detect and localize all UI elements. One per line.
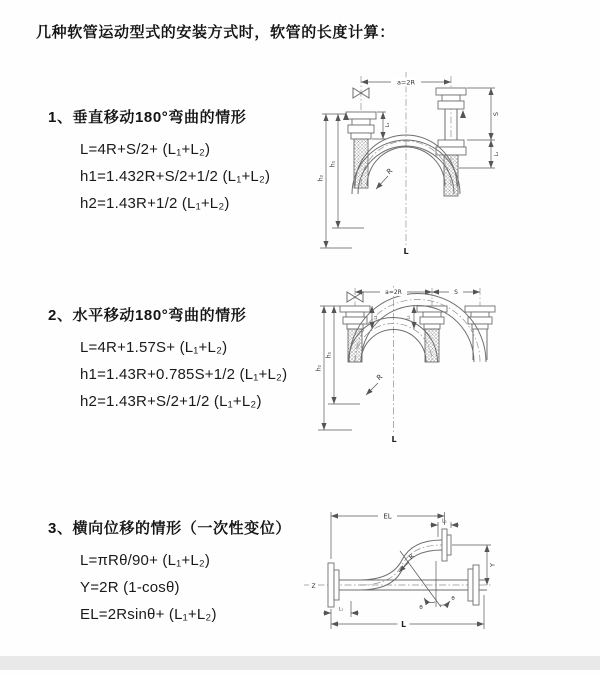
dim-label-l1-mid: L₁ (406, 315, 412, 320)
section-3-heading: 3、横向位移的情形（一次性变位） (48, 520, 291, 537)
length-label: L (403, 247, 409, 256)
angle-label-theta: θ (451, 596, 455, 602)
datum-label-z: Z (311, 582, 316, 590)
page-bottom-edge (0, 656, 600, 670)
section-1-heading: 1、垂直移动180°弯曲的情形 (48, 109, 247, 126)
section-3-formula-EL: EL=2Rsinθ+ (L₁+L₂) (80, 606, 217, 623)
dim-label-s: S (492, 111, 500, 117)
dim-label-l1-right: L₁ (494, 151, 500, 157)
section-3 (48, 519, 291, 628)
length-label: L (401, 620, 406, 629)
hose-drawing (340, 292, 495, 362)
diagram-horizontal-move-bend (310, 282, 510, 447)
section-1-formula-h1: h1=1.432R+S/2+1/2 (L₁+L₂) (80, 168, 271, 185)
dim-label-l1-left: L₁ (374, 315, 379, 320)
section-2-formula-L: L=4R+1.57S+ (L₁+L₂) (80, 339, 228, 356)
dim-label-y: Y (488, 563, 497, 567)
section-3-formula-Y: Y=2R (1-cosθ) (80, 579, 180, 596)
length-label: L (391, 435, 397, 444)
diagram-lateral-displacement (300, 503, 500, 653)
section-1-formula-L: L=4R+S/2+ (L₁+L₂) (80, 141, 211, 158)
dim-label-h2: h₂ (315, 364, 323, 372)
hose-drawing (343, 88, 466, 196)
radius-label: R (375, 372, 385, 383)
dim-label-el: EL (383, 512, 392, 521)
diagram-vertical-move-bend (306, 68, 511, 256)
radius-label: R (407, 552, 417, 562)
section-3-formula-L: L=πRθ/90+ (L₁+L₂) (80, 552, 211, 569)
dim-label-l1-bottom: L₁ (338, 607, 344, 613)
dim-label-l1-top: L₁ (442, 518, 447, 525)
section-2 (48, 306, 287, 415)
section-2-heading: 2、水平移动180°弯曲的情形 (48, 307, 247, 324)
section-1 (48, 108, 270, 217)
dim-label-a2r: a=2R (385, 289, 402, 297)
dim-label-h1: h₁ (325, 351, 333, 359)
dimension-lines (318, 78, 501, 257)
page-title: 几种软管运动型式的安装方式时，软管的长度计算： (36, 24, 395, 41)
dim-label-l1-left: L₁ (385, 122, 391, 128)
dim-label-h2: h₂ (317, 174, 325, 182)
section-2-formula-h2: h2=1.43R+S/2+1/2 (L₁+L₂) (80, 393, 262, 410)
radius-label: R (385, 166, 395, 177)
dim-label-s: S (454, 289, 458, 297)
section-2-formula-h1: h1=1.43R+0.785S+1/2 (L₁+L₂) (80, 366, 288, 383)
dim-label-a2r: a=2R (396, 78, 416, 87)
section-1-formula-h2: h2=1.43R+1/2 (L₁+L₂) (80, 195, 230, 212)
dim-label-h1: h₁ (329, 160, 337, 168)
angle-label-theta: θ (419, 605, 423, 611)
hose-drawing (328, 529, 487, 607)
